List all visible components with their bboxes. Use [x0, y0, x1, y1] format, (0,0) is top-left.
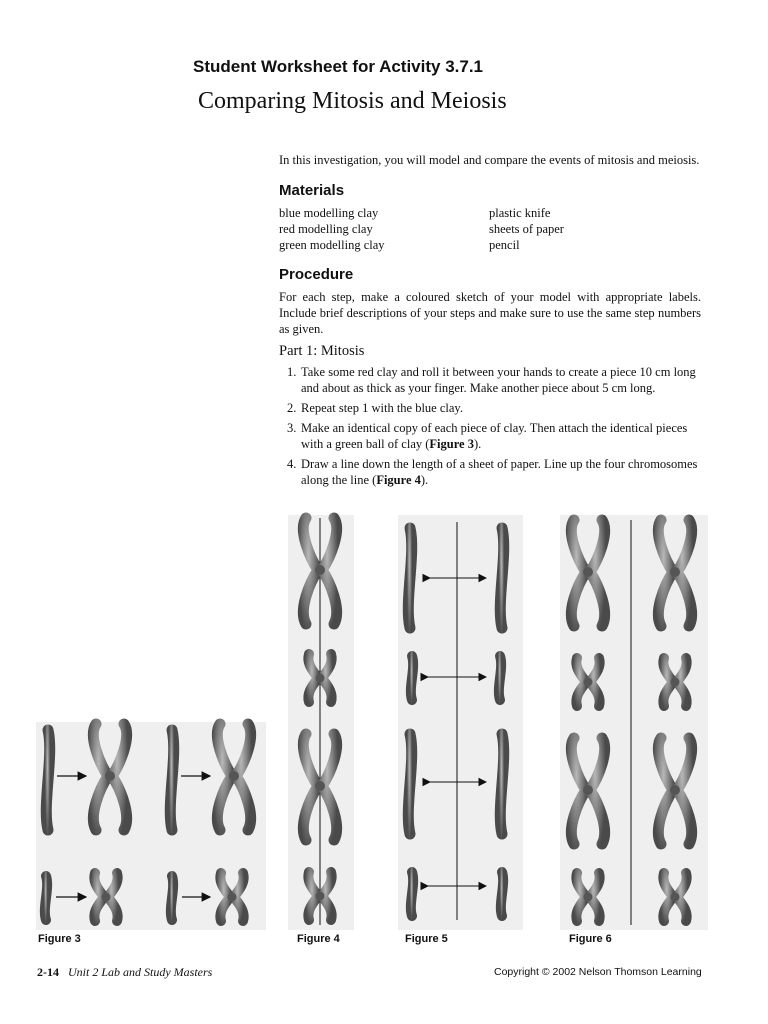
step-number: 2. — [287, 401, 297, 415]
worksheet-subtitle: Student Worksheet for Activity 3.7.1 — [193, 57, 484, 76]
part1-heading: Part 1: Mitosis — [279, 343, 365, 359]
procedure-text: For each step, make a coloured sketch of your model with appropriate labels. Include brief descriptions of your steps and make sure to use the same step numbers as given. — [279, 290, 701, 336]
material-item: green modelling clay — [279, 238, 385, 252]
footer-page-info — [37, 965, 212, 980]
figure4-label: Figure 4 — [297, 933, 340, 945]
step-number: 4. — [287, 457, 297, 471]
figure5-label: Figure 5 — [405, 933, 448, 945]
page-title: Comparing Mitosis and Meiosis — [198, 88, 507, 114]
figure-ref: Figure 3 — [429, 437, 474, 451]
material-item: pencil — [489, 238, 520, 252]
figure-ref: Figure 4 — [376, 473, 421, 487]
material-item: red modelling clay — [279, 222, 373, 236]
step-text: Repeat step 1 with the blue clay. — [301, 401, 463, 415]
copyright-text: Copyright © 2002 Nelson Thomson Learning — [494, 966, 702, 978]
book-title: Unit 2 Lab and Study Masters — [68, 965, 213, 979]
step-text: Draw a line down the length of a sheet of paper. Line up the four chromosomes along the line ( — [301, 457, 698, 487]
step-number: 3. — [287, 421, 297, 435]
step-text-end: ). — [420, 473, 429, 487]
step-number: 1. — [287, 365, 297, 379]
page-number: 2-14 — [37, 965, 59, 979]
material-item: blue modelling clay — [279, 206, 379, 220]
procedure-heading: Procedure — [279, 266, 354, 283]
figure3-label: Figure 3 — [38, 933, 81, 945]
materials-heading: Materials — [279, 182, 345, 199]
intro-text: In this investigation, you will model and compare the events of mitosis and meiosis. — [279, 153, 700, 167]
figure6-label: Figure 6 — [569, 933, 612, 945]
material-item: sheets of paper — [489, 222, 564, 236]
step-text: Take some red clay and roll it between your hands to create a piece 10 cm long and about as thick as your finger. Make another piece about 5 cm long. — [301, 365, 696, 395]
material-item: plastic knife — [489, 206, 551, 220]
step-text: Make an identical copy of each piece of clay. Then attach the identical pieces with a green ball of clay ( — [301, 421, 688, 451]
step-text-end: ). — [473, 437, 482, 451]
